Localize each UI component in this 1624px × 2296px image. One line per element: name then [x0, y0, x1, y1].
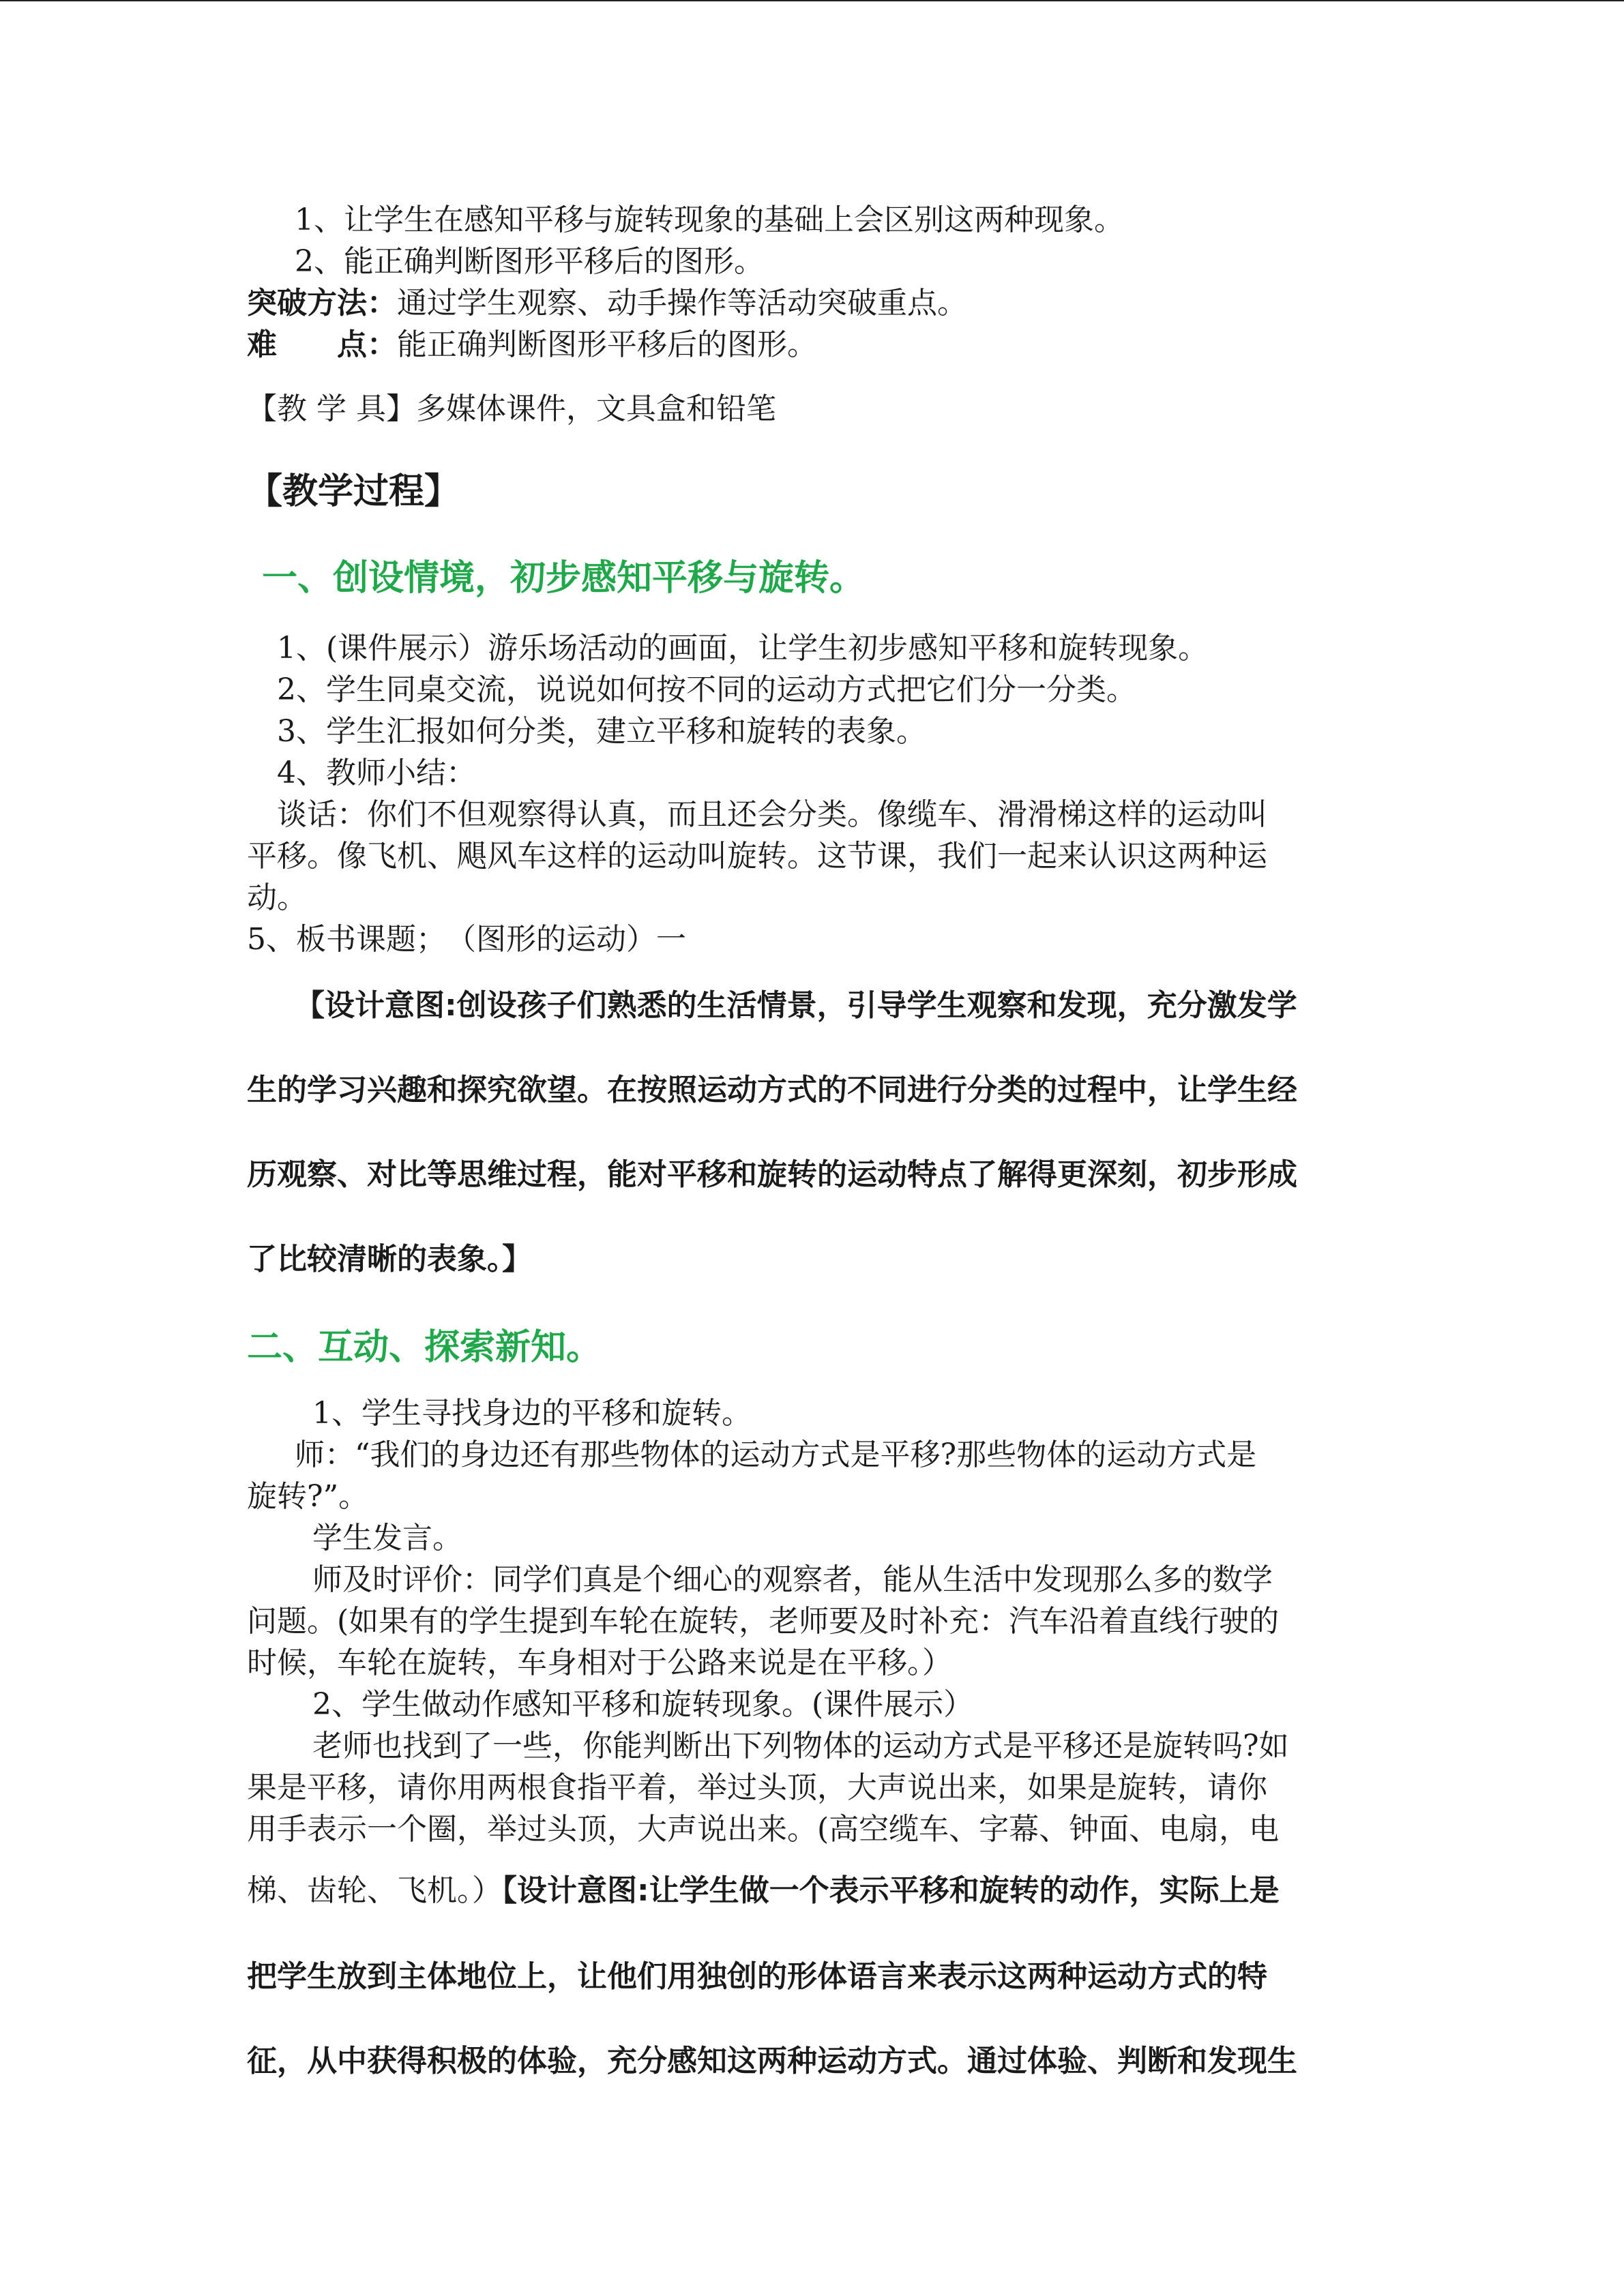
- difficulty-line: [247, 324, 817, 366]
- section2-heading: 二、互动、探索新知。: [247, 1327, 602, 1368]
- goal-line-1: 1、让学生在感知平移与旋转现象的基础上会区别这两种现象。: [295, 203, 1124, 237]
- s2-mixed-line: [247, 1870, 1280, 1912]
- s1-item-5: 5、板书课题； （图形的运动）一: [247, 922, 686, 957]
- tools-line: 【教 学 具】多媒体课件，文具盒和铅笔: [247, 391, 776, 426]
- s1-design-3: 历观察、对比等思维过程，能对平移和旋转的运动特点了解得更深刻，初步形成: [247, 1157, 1297, 1192]
- s2-line-1: 1、学生寻找身边的平移和旋转。: [312, 1396, 752, 1431]
- s2-line-10: 果是平移，请你用两根食指平着，举过头顶，大声说出来，如果是旋转，请你: [247, 1770, 1267, 1805]
- difficulty-text: 能正确判断图形平移后的图形。: [397, 327, 817, 362]
- s2-design-2: 征，从中获得积极的体验，充分感知这两种运动方式。通过体验、判断和发现生: [247, 2044, 1297, 2078]
- s1-item-2: 2、学生同桌交流，说说如何按不同的运动方式把它们分一分类。: [277, 672, 1136, 707]
- s1-talk-1: 谈话：你们不但观察得认真，而且还会分类。像缆车、滑滑梯这样的运动叫: [277, 797, 1267, 832]
- s2-line-2: 师：“我们的身边还有那些物体的运动方式是平移?那些物体的运动方式是: [295, 1437, 1257, 1472]
- s1-item-1: 1、(课件展示）游乐场活动的画面，让学生初步感知平移和旋转现象。: [277, 631, 1209, 666]
- method-line: [247, 282, 967, 325]
- s2-line-4: 学生发言。: [312, 1521, 462, 1555]
- s2-line-7: 时候，车轮在旋转，车身相对于公路来说是在平移。）: [247, 1645, 952, 1680]
- s1-design-2: 生的学习兴趣和探究欲望。在按照运动方式的不同进行分类的过程中，让学生经: [247, 1073, 1297, 1107]
- s1-talk-3: 动。: [247, 880, 307, 915]
- page-top-border: [0, 0, 1624, 1]
- s1-item-3: 3、学生汇报如何分类，建立平移和旋转的表象。: [277, 714, 926, 749]
- s2-line-3: 旋转?”。: [247, 1479, 369, 1514]
- s2-line-8: 2、学生做动作感知平移和旋转现象。(课件展示）: [312, 1687, 974, 1722]
- method-label: 突破方法：: [247, 286, 397, 320]
- s2-line-5: 师及时评价：同学们真是个细心的观察者，能从生活中发现那么多的数学: [312, 1562, 1273, 1597]
- method-text: 通过学生观察、动手操作等活动突破重点。: [397, 286, 967, 320]
- s1-item-4: 4、教师小结：: [277, 756, 476, 790]
- process-heading: 【教学过程】: [247, 471, 460, 512]
- s2-mixed-normal: 梯、齿轮、飞机。）: [247, 1873, 502, 1908]
- s2-design-1: 把学生放到主体地位上，让他们用独创的形体语言来表示这两种运动方式的特: [247, 1959, 1267, 1994]
- s2-mixed-design: 【设计意图:让学生做一个表示平移和旋转的动作，实际上是: [502, 1873, 1280, 1908]
- difficulty-label: 难 点：: [247, 327, 397, 362]
- section1-heading: 一、创设情境，初步感知平移与旋转。: [262, 558, 866, 599]
- s2-line-9: 老师也找到了一些，你能判断出下列物体的运动方式是平移还是旋转吗?如: [312, 1729, 1289, 1763]
- s1-talk-2: 平移。像飞机、飓风车这样的运动叫旋转。这节课，我们一起来认识这两种运: [247, 839, 1267, 874]
- s2-line-6: 问题。(如果有的学生提到车轮在旋转，老师要及时补充：汽车沿着直线行驶的: [247, 1604, 1280, 1639]
- goal-line-2: 2、能正确判断图形平移后的图形。: [295, 244, 764, 279]
- s1-design-4: 了比较清晰的表象。】: [247, 1242, 532, 1277]
- s1-design-1: 【设计意图:创设孩子们熟悉的生活情景，引导学生观察和发现，充分激发学: [295, 988, 1297, 1023]
- s2-line-11: 用手表示一个圈，举过头顶，大声说出来。(高空缆车、字幕、钟面、电扇，电: [247, 1812, 1280, 1847]
